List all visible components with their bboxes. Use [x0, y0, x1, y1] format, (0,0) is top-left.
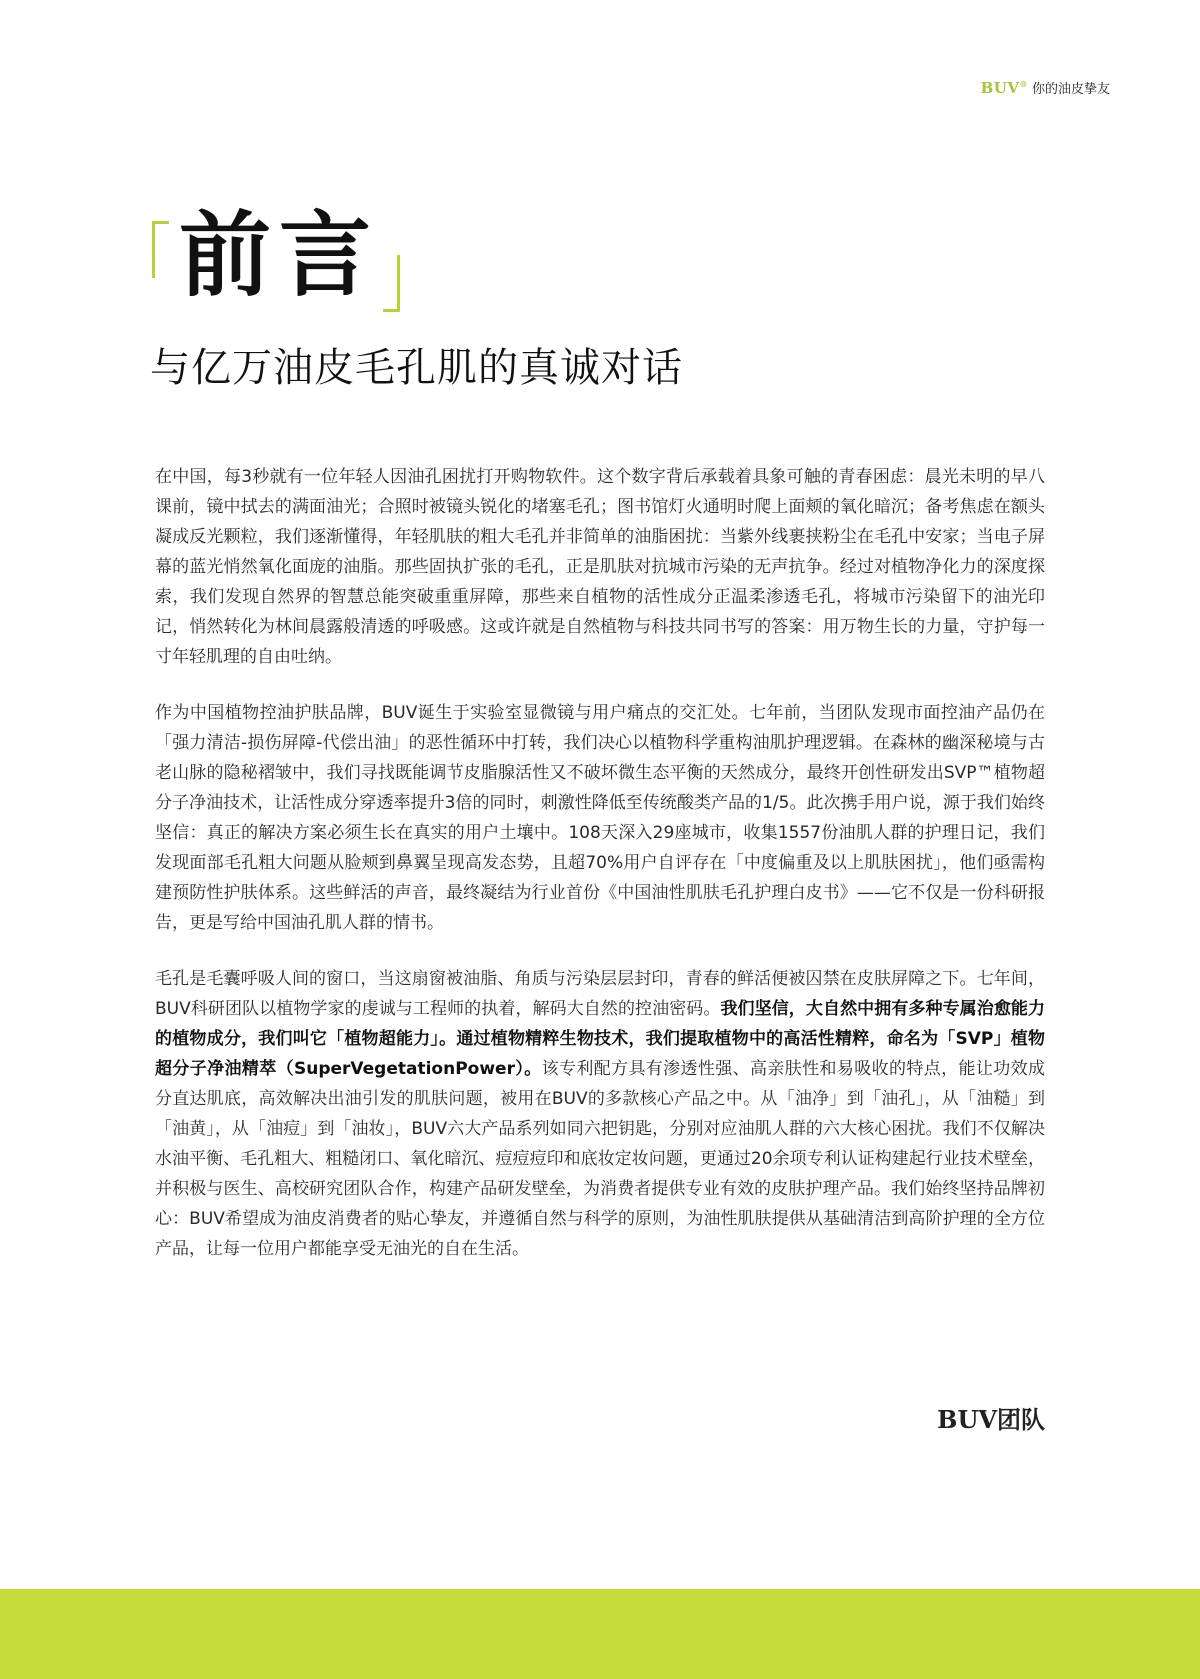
paragraph-3-intro: 毛孔是毛囊呼吸人间的窗口，当这扇窗被油脂、角质与污染层层封印，青春的鲜活便被囚禁在皮肤屏障之下。七年间，BUV科研团队以植物学家的虔诚与工程师的执着，解码大自然的控油密码。 [155, 969, 1045, 1019]
title-block [152, 201, 400, 312]
open-bracket-decoration [152, 221, 169, 278]
body-text [155, 462, 1045, 1290]
paragraph-3 [155, 964, 1045, 1264]
close-bracket-decoration [383, 255, 400, 312]
paragraph-3-rest: 该专利配方具有渗透性强、高亲肤性和易吸收的特点，能让功效成分直达肌底，高效解决出油引发的肌肤问题，被用在BUV的多款核心产品之中。从「油净」到「油孔」，从「油糙」到「油黄」，从「油痘」到「油妆」，BUV六大产品系列如同六把钥匙，分别对应油肌人群的六大核心困扰。我们不仅解决水油平衡、毛孔粗大、粗糙闭口、氧化暗沉、痘痘痘印和底妆定妆问题，更通过20余项专利认证构建起行业技术壁垒，并积极与医生、高校研究团队合作，构建产品研发壁垒，为消费者提供专业有效的皮肤护理产品。我们始终坚持品牌初心：BUV希望成为油皮消费者的贴心挚友，并遵循自然与科学的原则，为油性肌肤提供从基础清洁到高阶护理的全方位产品，让每一位用户都能享受无油光的自在生活。 [155, 1059, 1045, 1259]
paragraph-3-highlight: 我们坚信，大自然中拥有多种专属治愈能力的植物成分，我们叫它「植物超能力」。通过植物精粹生物技术，我们提取植物中的高活性精粹，命名为「SVP」植物超分子净油精萃（SuperVegetationPower）。 [155, 999, 1046, 1079]
brand-header [981, 78, 1110, 97]
paragraph-2: 作为中国植物控油护肤品牌，BUV诞生于实验室显微镜与用户痛点的交汇处。七年前，当团队发现市面控油产品仍在「强力清洁-损伤屏障-代偿出油」的恶性循环中打转，我们决心以植物科学重构油肌护理逻辑。在森林的幽深秘境与古老山脉的隐秘褶皱中，我们寻找既能调节皮脂腺活性又不破坏微生态平衡的天然成分，最终开创性研发出SVP™植物超分子净油技术，让活性成分穿透率提升3倍的同时，刺激性降低至传统酸类产品的1/5。此次携手用户说，源于我们始终坚信：真正的解决方案必须生长在真实的用户土壤中。108天深入29座城市，收集1557份油肌人群的护理日记，我们发现面部毛孔粗大问题从脸颊到鼻翼呈现高发态势，且超70%用户自评存在「中度偏重及以上肌肤困扰」，他们亟需构建预防性护肤体系。这些鲜活的声音，最终凝结为行业首份《中国油性肌肤毛孔护理白皮书》——它不仅是一份科研报告，更是写给中国油孔肌人群的情书。 [155, 703, 1045, 933]
paragraph-1: 在中国，每3秒就有一位年轻人因油孔困扰打开购物软件。这个数字背后承载着具象可触的青春困虑：晨光未明的早八课前，镜中拭去的满面油光；合照时被镜头锐化的堵塞毛孔；图书馆灯火通明时爬上面颊的氧化暗沉；备考焦虑在额头凝成反光颗粒，我们逐渐懂得，年轻肌肤的粗大毛孔并非简单的油脂困扰：当紫外线裹挟粉尘在毛孔中安家；当电子屏幕的蓝光悄然氧化面庞的油脂。那些固执扩张的毛孔，正是肌肤对抗城市污染的无声抗争。经过对植物净化力的深度探索，我们发现自然界的智慧总能突破重重屏障，那些来自植物的活性成分正温柔渗透毛孔，将城市污染留下的油光印记，悄然转化为林间晨露般清透的呼吸感。这或许就是自然植物与科技共同书写的答案：用万物生长的力量，守护每一寸年轻肌理的自由吐纳。 [155, 467, 1045, 667]
brand-tagline: 你的油皮挚友 [1031, 82, 1110, 97]
signature: BUV团队 [937, 1405, 1045, 1434]
brand-logo: BUV® [980, 78, 1028, 97]
page-title: 前言 [179, 201, 380, 309]
page-subtitle: 与亿万油皮毛孔肌的真诚对话 [150, 345, 683, 391]
footer-bar [0, 1589, 1200, 1679]
